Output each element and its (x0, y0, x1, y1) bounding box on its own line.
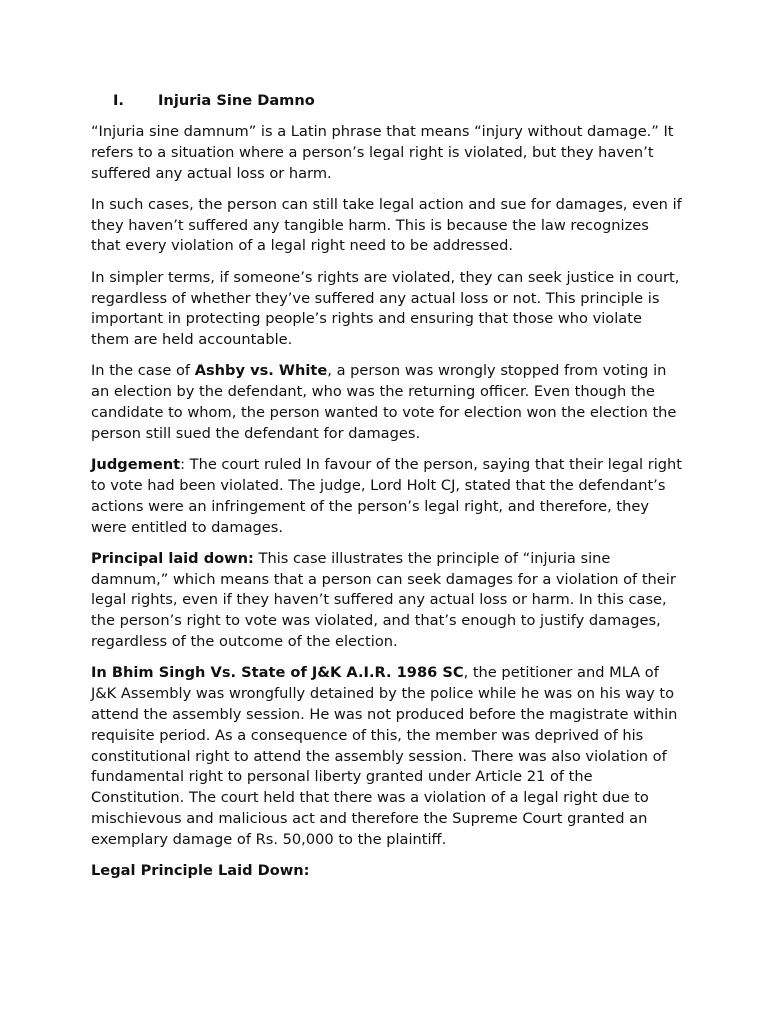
bhim-singh-description: , the petitioner and MLA of J&K Assembly was wrongfully detained by the police while he was on his way to attend the assembly session. He was not produced before the magistrate within requisite period. As a consequence of this, the member was deprived of his constitutional right to attend the assembly session. There was also violation of fundamental right to personal liberty granted under Article 21 of the Constitution. The court held that there was a violation of a legal right due to mischievous and malicious act and therefore the Supreme Court granted an exemplary damage of Rs. 50,000 to the plaintiff. (91, 664, 678, 848)
bhim-singh-case-name: In Bhim Singh Vs. State of J&K A.I.R. 1986 SC (91, 664, 464, 682)
paragraph-legal-principle (91, 861, 683, 882)
paragraph-legal-action: In such cases, the person can still take legal action and sue for damages, even if they haven’t suffered any tangible harm. This is because the law recognizes that every violation of a legal right need to be addressed. (91, 195, 682, 255)
legal-principle-label: Legal Principle Laid Down: (91, 862, 310, 879)
section-number: I. (113, 92, 124, 109)
ashby-description: , a person was wrongly stopped from voting in an election by the defendant, who was the returning officer. Even though the candidate to whom, the person wanted to vote for election won the election the person still sued the defendant for damages. (91, 362, 677, 442)
paragraph-simpler-terms: In simpler terms, if someone’s rights are violated, they can seek justice in court, regardless of whether they’ve suffered any actual loss or not. This principle is important in protecting people’s rights and ensuring that those who violate them are held accountable. (91, 268, 680, 349)
paragraph-principle (91, 549, 683, 653)
ashby-prefix: In the case of (91, 362, 195, 380)
paragraph-bhim-singh (91, 663, 683, 850)
section-heading (91, 91, 683, 112)
section-title: Injuria Sine Damno (158, 92, 315, 109)
paragraph-judgement (91, 455, 683, 538)
judgement-label: Judgement (91, 456, 181, 474)
judgement-text: : The court ruled In favour of the person, saying that their legal right to vote had been violated. The judge, Lord Holt CJ, stated that the defendant’s actions were an infringement of the person’s legal right, and therefore, they were entitled to damages. (91, 456, 683, 536)
paragraph-definition: “Injuria sine damnum” is a Latin phrase that means “injury without damage.” It refers to a situation where a person’s legal right is violated, but they haven’t suffered any actual loss or harm. (91, 123, 674, 182)
principle-text: This case illustrates the principle of “injuria sine damnum,” which means that a person can seek damages for a violation of their legal rights, even if they haven’t suffered any actual loss or harm. In this case, the person’s right to vote was violated, and that’s enough to justify damages, regardless of the outcome of the election. (91, 549, 676, 651)
principle-label: Principal laid down: (91, 549, 254, 567)
ashby-case-name: Ashby vs. White (194, 362, 328, 380)
document-page (91, 91, 683, 892)
paragraph-ashby-case (91, 361, 683, 444)
